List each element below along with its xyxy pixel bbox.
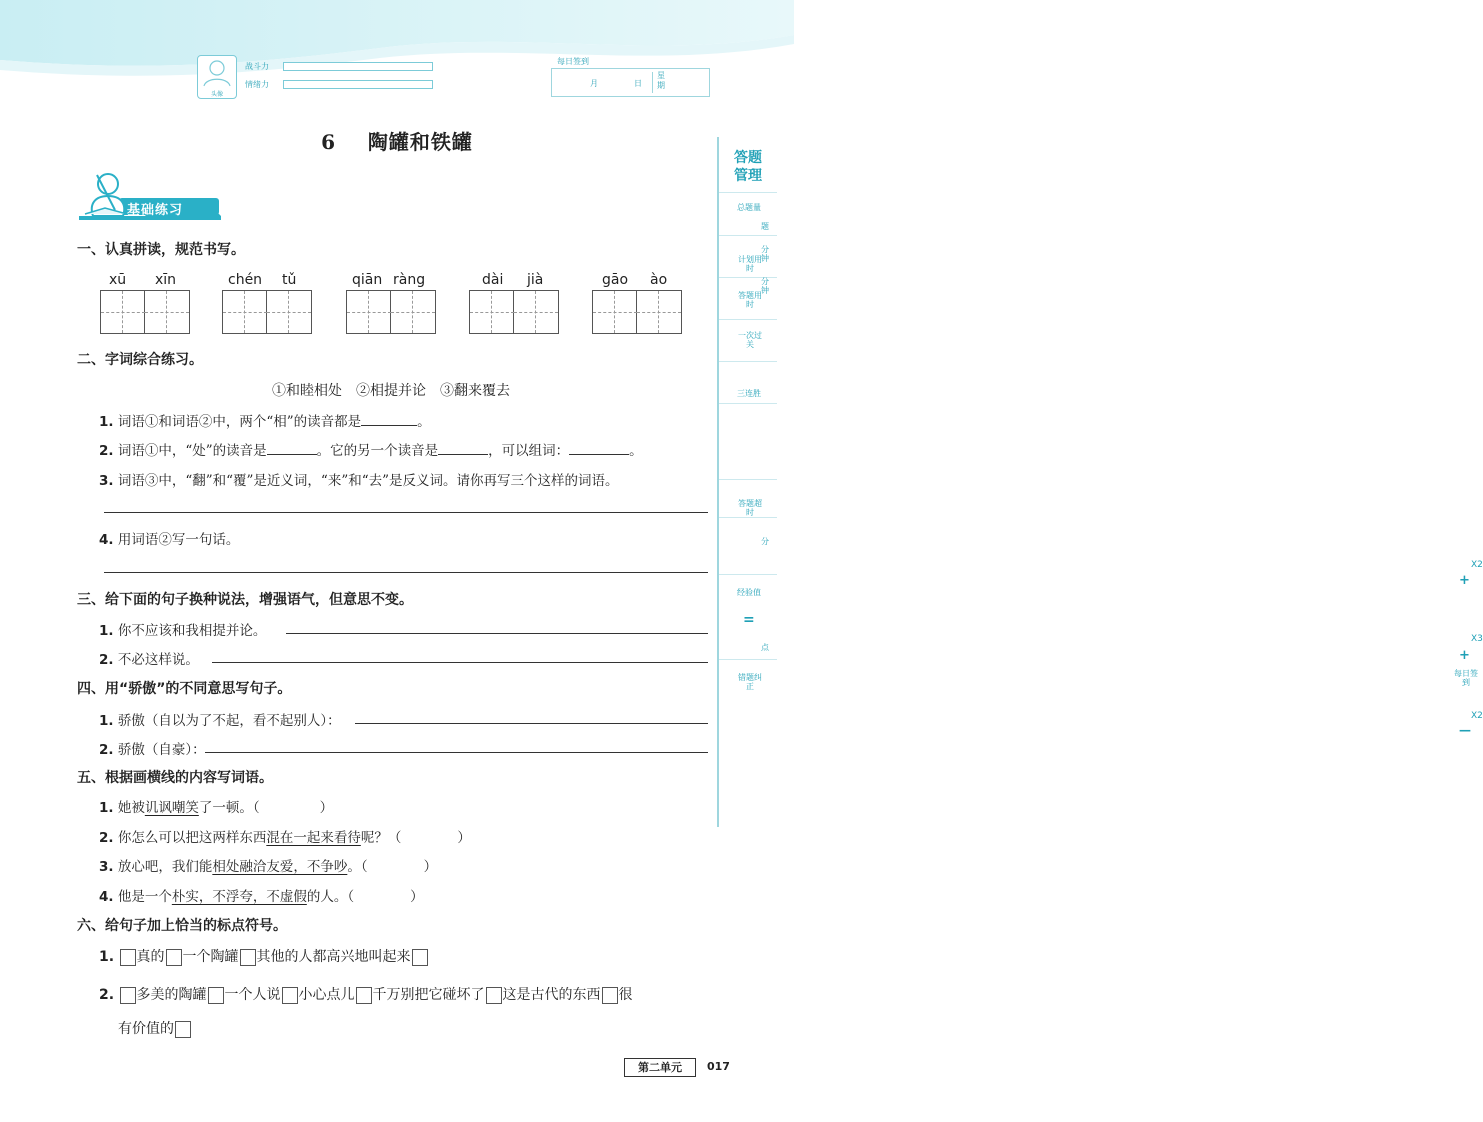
q-text: 多美的陶罐	[136, 987, 207, 1003]
q-text: ，可以组词：	[488, 443, 570, 459]
section6-heading: 六、给句子加上恰当的标点符号。	[77, 918, 287, 934]
sidebar-item-unit: 分钟	[761, 245, 769, 263]
s5-q3	[99, 855, 437, 875]
writing-grid-3[interactable]	[346, 290, 436, 334]
q-text: 词语③中，“翻”和“覆”是近义词，“来”和“去”是反义词。请你再写三个这样的词语。	[117, 473, 619, 489]
punctuation-box[interactable]	[486, 987, 502, 1004]
sidebar-item-label: 经验值	[737, 588, 761, 597]
q-text: ）	[457, 830, 471, 846]
punctuation-box[interactable]	[356, 987, 372, 1004]
lesson-title: 陶罐和铁罐	[367, 130, 473, 154]
writing-grid-1[interactable]	[100, 290, 190, 334]
writing-grid-5[interactable]	[592, 290, 682, 334]
punctuation-box[interactable]	[208, 987, 224, 1004]
signin-divider	[652, 72, 653, 93]
sidebar-item-correction	[719, 659, 777, 827]
sidebar-item-label: 错题纠正	[738, 673, 762, 691]
q-number: 1.	[99, 949, 115, 965]
punctuation-box[interactable]	[602, 987, 618, 1004]
q-text: 不必这样说。	[117, 652, 199, 668]
s5-q2	[99, 826, 471, 846]
q-text: 很	[618, 987, 633, 1003]
pinyin-3b: ràng	[393, 272, 426, 288]
q-text: 。（	[347, 859, 368, 875]
page-title	[0, 126, 794, 155]
page-number: 017	[707, 1060, 730, 1073]
sidebar-daily-label: 每日签到	[1454, 669, 1478, 687]
pinyin-5b: ào	[650, 272, 668, 288]
pinyin-5a: gāo	[602, 272, 629, 288]
combat-label: 战斗力	[245, 62, 269, 71]
header-banner	[0, 0, 794, 105]
sidebar-item-used	[719, 277, 777, 320]
punctuation-box[interactable]	[175, 1021, 191, 1038]
answer-line[interactable]	[104, 512, 708, 513]
section2-heading: 二、字词综合练习。	[77, 352, 203, 368]
q-text: 一个人说	[224, 987, 281, 1003]
answer-line[interactable]	[212, 662, 708, 663]
section-badge	[75, 170, 225, 225]
sidebar-item-label: 一次过关	[738, 331, 762, 349]
q-text: 词语①和词语②中，两个“相”的读音都是	[117, 414, 362, 430]
q-text: 你怎么可以把这两样东西	[117, 830, 267, 846]
sidebar-item-unit: 点	[761, 643, 769, 652]
q-text: 真的	[136, 949, 165, 965]
signin-box	[551, 68, 710, 97]
q-text: 他是一个	[117, 889, 172, 905]
panel-title-line1: 答题	[734, 150, 762, 166]
answer-blank[interactable]	[267, 442, 317, 455]
q-text: 有价值的	[118, 1021, 174, 1037]
q-text: 一个陶罐	[182, 949, 239, 965]
sidebar-item-label: 总题量	[737, 203, 761, 212]
q-text: 了一顿。（	[198, 800, 260, 816]
avatar-icon	[198, 56, 236, 88]
q-punct: 。	[417, 414, 431, 430]
pinyin-2b: tǔ	[282, 272, 297, 288]
q-text: 放心吧，我们能	[117, 859, 213, 875]
q-text: 千万别把它碰坏了	[372, 987, 485, 1003]
q-number: 4.	[99, 889, 114, 905]
weekday-label: 星期	[657, 71, 665, 90]
q-number: 2.	[99, 830, 114, 846]
q-text: ）	[410, 889, 424, 905]
combat-bar	[283, 62, 433, 71]
q-text: 这是古代的东西	[502, 987, 601, 1003]
sidebar-item-label: 答题用时	[738, 291, 762, 309]
q-text: ）	[319, 800, 334, 816]
sidebar-item-overtime	[719, 479, 777, 518]
q-text: 骄傲（自以为了不起，看不起别人）：	[117, 713, 341, 729]
q-text: 小心点儿	[298, 987, 355, 1003]
underlined-phrase: 讥讽嘲笑	[144, 800, 199, 816]
sidebar-item-unit: 分钟	[761, 277, 769, 295]
sidebar-item-daily	[719, 403, 777, 480]
answer-line[interactable]	[104, 572, 708, 573]
pinyin-4b: jià	[527, 272, 544, 288]
pinyin-3a: qiān	[352, 272, 383, 288]
section4-heading: 四、用“骄傲”的不同意思写句子。	[77, 681, 292, 697]
section1-heading: 一、认真拼读，规范书写。	[77, 242, 245, 258]
q-number: 1.	[99, 623, 114, 639]
s2-q4	[99, 528, 239, 548]
q-number: 3.	[99, 473, 114, 489]
plus-icon: +	[1459, 573, 1470, 588]
q-number: 1.	[99, 414, 114, 430]
s4-q1	[99, 709, 341, 729]
sidebar-item-label: 计划用时	[738, 255, 762, 273]
q-number: 4.	[99, 532, 114, 548]
punctuation-box[interactable]	[282, 987, 298, 1004]
answer-line[interactable]	[355, 723, 708, 724]
sidebar-item-once-pass	[719, 319, 777, 362]
sidebar-item-total	[719, 193, 777, 236]
q-text: 的人。（	[306, 889, 355, 905]
q-text: 。它的另一个读音是	[316, 443, 439, 459]
section3-heading: 三、给下面的句子换种说法，增强语气，但意思不变。	[77, 592, 413, 608]
equals-icon: =	[743, 612, 755, 628]
s6-q2-cont	[118, 1018, 192, 1038]
sidebar-item-exp	[719, 574, 777, 660]
s2-q1	[99, 410, 431, 430]
emotion-bar	[283, 80, 433, 89]
answer-line[interactable]	[286, 633, 708, 634]
month-label: 月	[590, 79, 598, 88]
q-text: 她被	[117, 800, 145, 816]
answer-blank[interactable]	[569, 442, 629, 455]
sidebar-item-score	[719, 517, 777, 575]
underlined-phrase: 混在一起来看待	[266, 830, 361, 846]
unit-label: 第二单元	[624, 1058, 696, 1077]
q-text: 你不应该和我相提并论。	[117, 623, 267, 639]
pinyin-1b: xīn	[155, 272, 177, 288]
q-number: 2.	[99, 443, 114, 459]
underlined-phrase: 相处融洽友爱，不争吵	[212, 859, 348, 875]
q-number: 2.	[99, 742, 114, 758]
sidebar-multiplier-2: X2	[1471, 560, 1483, 570]
section5-heading: 五、根据画横线的内容写词语。	[77, 770, 273, 786]
s4-q2	[99, 738, 206, 758]
pinyin-2a: chén	[228, 272, 263, 288]
s6-q2	[99, 984, 633, 1004]
minus-icon: —	[1459, 723, 1471, 737]
q-punct: 。	[629, 443, 643, 459]
s2-q3	[99, 469, 619, 489]
writing-grid-2[interactable]	[222, 290, 312, 334]
plus-icon: +	[1459, 648, 1470, 663]
q-text: 呢？（	[360, 830, 402, 846]
sidebar-item-unit: 题	[761, 222, 769, 231]
punctuation-box[interactable]	[166, 949, 182, 966]
panel-title	[719, 137, 777, 193]
punctuation-box[interactable]	[120, 949, 136, 966]
signin-title: 每日签到	[557, 57, 589, 66]
lesson-number: 6	[321, 130, 337, 154]
writing-grid-4[interactable]	[469, 290, 559, 334]
q-number: 3.	[99, 859, 114, 875]
q-number: 2.	[99, 652, 114, 668]
sidebar-item-planned	[719, 235, 777, 278]
answer-line[interactable]	[205, 752, 708, 753]
sidebar-multiplier-daily: X2	[1471, 711, 1483, 721]
pinyin-4a: dài	[482, 272, 504, 288]
s5-q1	[99, 796, 333, 816]
emotion-label: 情绪力	[245, 80, 269, 89]
q-number: 1.	[99, 800, 114, 816]
sidebar-item-streak	[719, 361, 777, 404]
sidebar-item-unit: 分	[761, 537, 769, 546]
punctuation-box[interactable]	[412, 949, 428, 966]
q-text: 其他的人都高兴地叫起来	[256, 949, 411, 965]
answer-blank[interactable]	[438, 442, 488, 455]
sidebar-item-label: 三连胜	[737, 389, 761, 398]
answer-blank[interactable]	[361, 413, 417, 426]
badge-label: 基础练习	[127, 203, 184, 218]
panel-title-line2: 管理	[734, 168, 762, 184]
q-number: 2.	[99, 987, 115, 1003]
section2-words: ①和睦相处 ②相提并论 ③翻来覆去	[272, 383, 510, 399]
q-text: ）	[423, 859, 438, 875]
q-text: 用词语②写一句话。	[117, 532, 240, 548]
sidebar-item-label: 答题超时	[738, 499, 762, 517]
s2-q2	[99, 439, 643, 459]
q-number: 1.	[99, 713, 114, 729]
punctuation-box[interactable]	[120, 987, 136, 1004]
punctuation-box[interactable]	[240, 949, 256, 966]
day-label: 日	[634, 79, 642, 88]
answer-management-panel	[717, 137, 1483, 827]
pinyin-1a: xū	[109, 272, 127, 288]
q-text: 词语①中，“处”的读音是	[117, 443, 267, 459]
s3-q1	[99, 619, 266, 639]
avatar	[197, 55, 237, 99]
s3-q2	[99, 648, 199, 668]
avatar-label: 头像	[210, 91, 223, 98]
q-text: 骄傲（自豪）：	[117, 742, 206, 758]
sidebar-multiplier-3: X3	[1471, 634, 1483, 644]
s6-q1	[99, 946, 429, 966]
underlined-phrase: 朴实，不浮夸，不虚假	[171, 889, 307, 905]
s5-q4	[99, 885, 424, 905]
